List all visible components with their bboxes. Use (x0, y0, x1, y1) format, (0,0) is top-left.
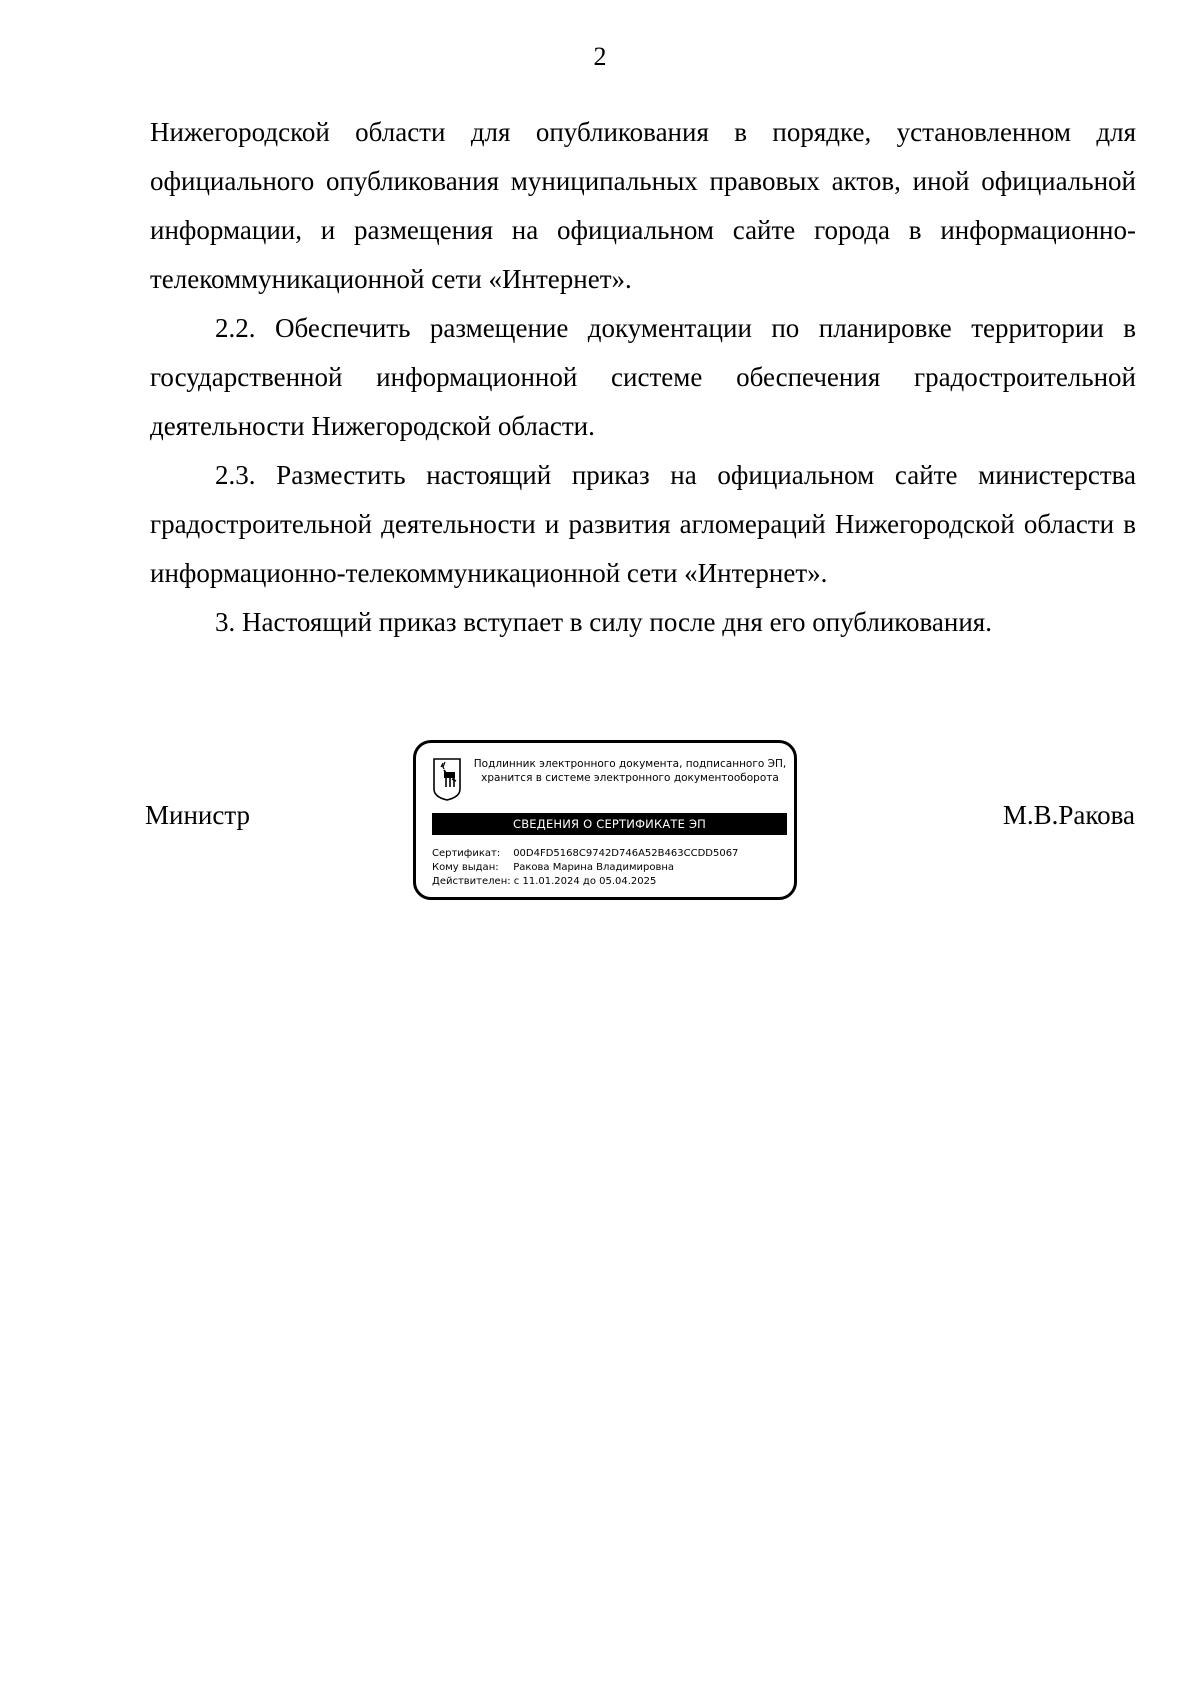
paragraph-2-2: 2.2. Обеспечить размещение документации по планировке территории в государственной информационной системе обеспечения градостроительной деятельности Нижегородской области. (150, 313, 1136, 441)
certificate-info-bar: СВЕДЕНИЯ О СЕРТИФИКАТЕ ЭП (432, 813, 787, 835)
document-body (150, 108, 1136, 647)
validity-label: Действителен: (432, 876, 511, 887)
electronic-signature-stamp (413, 740, 797, 900)
certificate-row (432, 847, 787, 861)
certificate-label: Сертификат: (432, 848, 501, 859)
signature-block (0, 740, 1200, 910)
stamp-header-line-1: Подлинник электронного документа, подписанного ЭП, (473, 758, 787, 770)
nizhny-novgorod-deer-emblem-icon (432, 757, 462, 801)
issued-to-value: Ракова Марина Владимировна (513, 862, 675, 873)
certificate-details (432, 847, 787, 889)
validity-row (432, 875, 787, 889)
page-number: 2 (593, 42, 607, 71)
paragraph-2-3: 2.3. Разместить настоящий приказ на официальном сайте министерства градостроительной деятельности и развития агломераций Нижегородской области в информационно-телекоммуникационной сети «Интернет». (150, 460, 1136, 588)
issued-to-row (432, 861, 787, 875)
validity-value: с 11.01.2024 до 05.04.2025 (513, 876, 657, 887)
paragraph-continuation: Нижегородской области для опубликования в порядке, установленном для официального опубликования муниципальных правовых актов, иной официальной информации, и размещения на официальном сайте города в информационно-телекоммуникационной сети «Интернет». (150, 117, 1136, 294)
paragraph-3: 3. Настоящий приказ вступает в силу после дня его опубликования. (215, 607, 992, 637)
stamp-header (470, 757, 790, 785)
signer-title: Министр (145, 800, 250, 830)
stamp-header-line-2: хранится в системе электронного документооборота (481, 772, 779, 784)
certificate-value: 00D4FD5168C9742D746A52B463CCDD5067 (513, 848, 739, 859)
issued-to-label: Кому выдан: (432, 862, 499, 873)
signer-name: М.В.Ракова (1002, 800, 1135, 830)
